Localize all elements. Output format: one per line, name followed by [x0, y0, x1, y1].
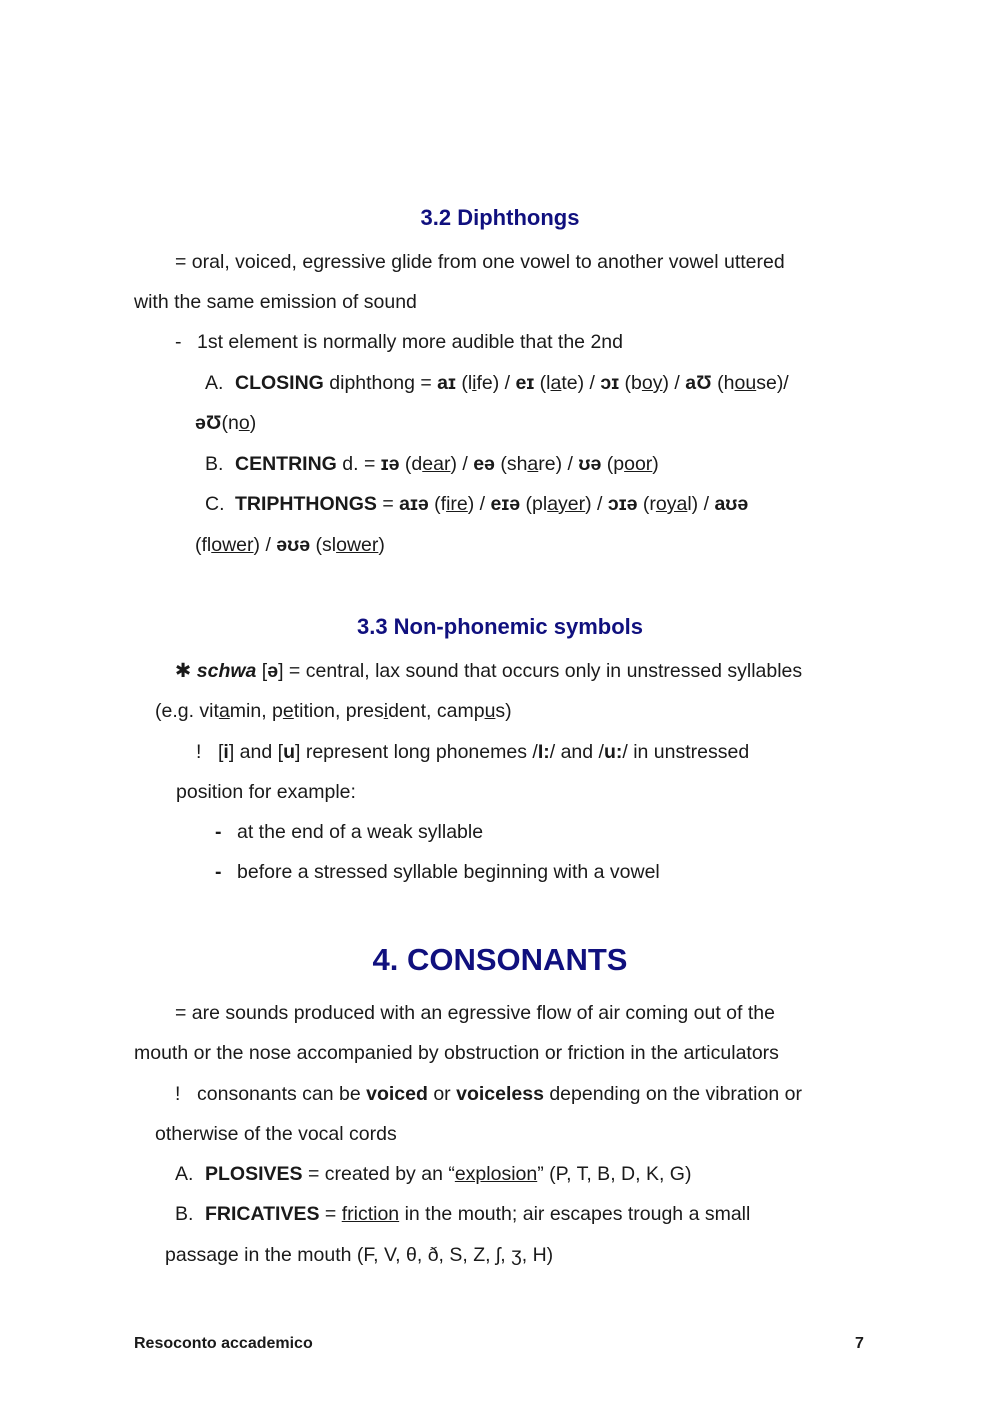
text: dent, camp: [388, 700, 485, 722]
text: (l: [455, 372, 473, 394]
ipa-symbol: eə: [473, 453, 495, 475]
text: ): [652, 453, 659, 475]
text: (sl: [310, 534, 337, 556]
schwa-examples: [155, 699, 512, 723]
text: (n: [221, 412, 239, 434]
text: (e.g. vit: [155, 700, 219, 722]
text: (r: [637, 493, 656, 515]
text: min, p: [229, 700, 283, 722]
text: / and /: [549, 741, 604, 763]
ipa-symbol: aʊə: [714, 493, 749, 515]
fricatives-item-continued: passage in the mouth (F, V, θ, ð, S, Z, ʃ, ʒ, H): [165, 1244, 554, 1266]
text: = created by an “: [302, 1163, 455, 1185]
item-label: B.: [175, 1203, 194, 1225]
term: FRICATIVES: [205, 1203, 320, 1225]
text: se)/: [756, 372, 789, 394]
term: voiceless: [456, 1083, 544, 1105]
page-number: 7: [855, 1335, 864, 1352]
plosives-item: [175, 1162, 691, 1186]
underlined-letters: i: [383, 700, 389, 722]
underlined-letters: o: [238, 412, 250, 434]
text: ): [249, 412, 257, 434]
note-text: 1st element is normally more audible that the 2nd: [197, 331, 623, 353]
underlined-letters: u: [484, 700, 496, 722]
text: ) /: [585, 493, 608, 515]
ipa-symbol: ɔɪ: [600, 372, 620, 394]
text: s): [495, 700, 512, 722]
ipa-symbol: u: [283, 741, 295, 763]
ipa-symbol: i: [223, 741, 229, 763]
ipa-symbol: u:: [603, 741, 623, 763]
consonant-definition-line-2: mouth or the nose accompanied by obstruction or friction in the articulators: [134, 1042, 779, 1064]
text: [: [218, 741, 224, 763]
underlined-letters: oya: [655, 493, 688, 515]
term: CENTRING: [235, 453, 337, 475]
ipa-symbol: ɔɪə: [607, 493, 638, 515]
list-item: [215, 860, 660, 884]
exclamation-marker: !: [175, 1083, 181, 1105]
text: diphthong =: [323, 372, 438, 394]
text: [: [256, 660, 268, 682]
chapter-heading-consonants: 4. CONSONANTS: [372, 942, 628, 977]
ipa-symbol: ə: [267, 660, 279, 682]
ipa-symbol: I:: [537, 741, 550, 763]
underlined-letters: ower: [336, 534, 379, 556]
text: ] and [: [228, 741, 284, 763]
asterisk-icon: ✱: [175, 660, 192, 682]
item-label: A.: [205, 372, 224, 394]
ipa-symbol: ʊə: [578, 453, 602, 475]
underlined-letters: ayer: [547, 493, 586, 515]
underlined-letters: e: [282, 700, 294, 722]
diphthong-definition-line-2: with the same emission of sound: [134, 291, 417, 313]
centring-diphthong-item: [205, 452, 659, 476]
ipa-symbol: eɪ: [515, 372, 535, 394]
section-heading-diphthongs: 3.2 Diphthongs: [420, 205, 580, 230]
diphthong-definition-line-1: = oral, voiced, egressive glide from one vowel to another vowel uttered: [175, 251, 785, 273]
ipa-symbol: əʊə: [276, 534, 311, 556]
text: ” (P, T, B, D, K, G): [537, 1163, 692, 1185]
underlined-letters: oy: [641, 372, 663, 394]
underlined-letters: oor: [624, 453, 653, 475]
ipa-symbol: aƱ: [685, 372, 712, 394]
text: depending on the vibration or: [543, 1083, 802, 1105]
dash-marker: -: [175, 331, 182, 353]
footer-title: Resoconto accademico: [134, 1335, 313, 1352]
text: re) /: [538, 453, 579, 475]
text: (sh: [494, 453, 528, 475]
text: te) /: [561, 372, 601, 394]
text: (d: [399, 453, 423, 475]
text: l) /: [687, 493, 715, 515]
text: =: [319, 1203, 342, 1225]
underlined-word: explosion: [454, 1163, 538, 1185]
term: CLOSING: [235, 372, 324, 394]
item-label: A.: [175, 1163, 194, 1185]
item-label: B.: [205, 453, 224, 475]
underlined-letters: ower: [211, 534, 254, 556]
closing-diphthong-item-continued: [195, 411, 256, 435]
underlined-letters: a: [550, 372, 562, 394]
underlined-word: friction: [341, 1203, 400, 1225]
ipa-symbol: aɪə: [399, 493, 429, 515]
underlined-letters: i: [472, 372, 477, 394]
closing-diphthong-item: [205, 371, 789, 395]
underlined-letters: a: [218, 700, 230, 722]
text: =: [376, 493, 400, 515]
schwa-definition: [175, 659, 802, 683]
i-u-note: [196, 740, 749, 764]
text: tition, pres: [293, 700, 384, 722]
text: ) /: [450, 453, 474, 475]
text: (fl: [195, 534, 212, 556]
text: ): [378, 534, 385, 556]
triphthongs-item: [205, 492, 748, 516]
term: PLOSIVES: [205, 1163, 303, 1185]
underlined-letters: ou: [734, 372, 757, 394]
text: ) /: [467, 493, 491, 515]
exclamation-marker: !: [196, 741, 202, 763]
text: d. =: [336, 453, 381, 475]
text: ] = central, lax sound that occurs only in unstressed syllables: [278, 660, 803, 682]
list-item-text: at the end of a weak syllable: [237, 821, 484, 843]
term: voiced: [366, 1083, 428, 1105]
dash-marker: -: [215, 861, 222, 883]
text: (h: [711, 372, 735, 394]
text: ] represent long phonemes /: [294, 741, 538, 763]
underlined-letters: a: [527, 453, 539, 475]
consonant-definition-line-1: = are sounds produced with an egressive flow of air coming out of the: [175, 1002, 775, 1024]
ipa-symbol: eɪə: [490, 493, 521, 515]
voicing-note: [175, 1082, 802, 1106]
section-heading-non-phonemic: 3.3 Non-phonemic symbols: [356, 614, 644, 639]
i-u-note-continued: position for example:: [176, 781, 356, 803]
term: TRIPHTHONGS: [235, 493, 377, 515]
text: ) /: [662, 372, 686, 394]
ipa-symbol: aɪ: [437, 372, 456, 394]
fricatives-item: [175, 1202, 750, 1226]
text: (pl: [520, 493, 548, 515]
text: (f: [428, 493, 447, 515]
text: fe) /: [476, 372, 516, 394]
text: in the mouth; air escapes trough a small: [399, 1203, 751, 1225]
ipa-symbol: ɪə: [380, 453, 400, 475]
schwa-term: schwa: [196, 660, 257, 682]
text: (p: [601, 453, 625, 475]
text: (l: [534, 372, 551, 394]
text: (b: [619, 372, 642, 394]
text: or: [427, 1083, 457, 1105]
text: / in unstressed: [622, 741, 750, 763]
triphthongs-item-continued: [195, 533, 385, 557]
diphthong-note: [175, 330, 623, 354]
list-item-text: before a stressed syllable beginning with a vowel: [237, 861, 660, 883]
ipa-symbol: əƱ: [195, 412, 222, 434]
underlined-letters: ear: [422, 453, 451, 475]
underlined-letters: ire: [446, 493, 468, 515]
voicing-note-continued: otherwise of the vocal cords: [155, 1123, 397, 1145]
item-label: C.: [205, 493, 225, 515]
dash-marker: -: [215, 821, 222, 843]
list-item: [215, 820, 483, 844]
text: consonants can be: [197, 1083, 367, 1105]
text: ) /: [253, 534, 277, 556]
